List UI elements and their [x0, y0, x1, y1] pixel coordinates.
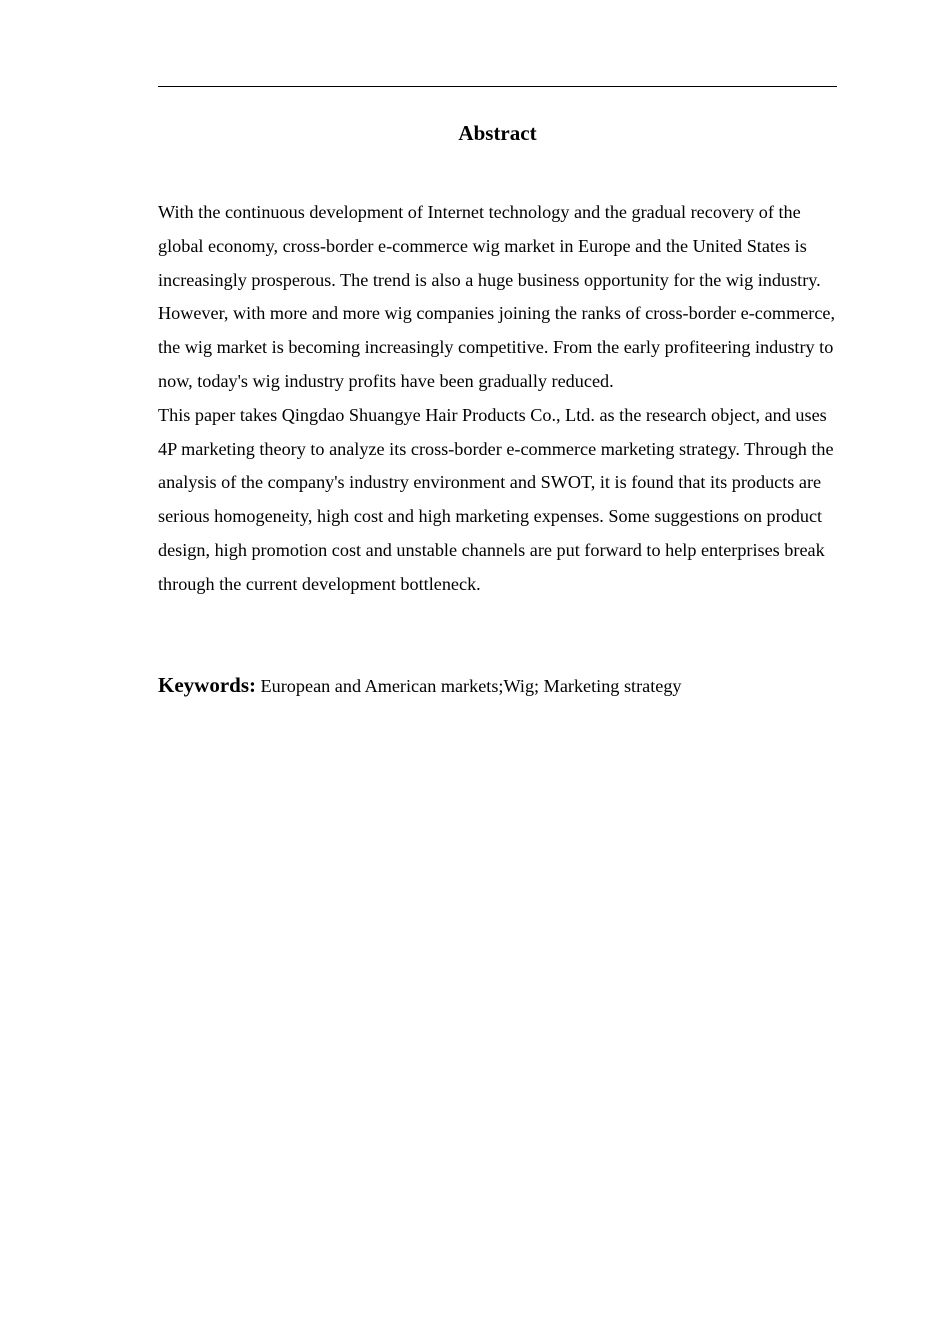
abstract-paragraph-2: This paper takes Qingdao Shuangye Hair Products Co., Ltd. as the research object, and uses 4P marketing theory to analyze its cross-border e-commerce marketing strategy. Through the analysis of the company's industry environment and SWOT, it is found that its products are serious homogeneity, high cost and high marketing expenses. Some suggestions on product design, high promotion cost and unstable channels are put forward to help enterprises break through the current development bottleneck.	[158, 404, 834, 594]
abstract-title: Abstract	[458, 121, 537, 145]
keywords-text: European and American markets;Wig; Marketing strategy	[260, 676, 682, 696]
abstract-paragraph-1: With the continuous development of Internet technology and the gradual recovery of the global economy, cross-border e-commerce wig market in Europe and the United States is increasingly prosperous. The trend is also a huge business opportunity for the wig industry. However, with more and more wig companies joining the ranks of cross-border e-commerce, the wig market is becoming increasingly competitive. From the early profiteering industry to now, today's wig industry profits have been gradually reduced.	[158, 202, 836, 391]
header-rule	[158, 86, 837, 87]
keywords-label: Keywords:	[158, 673, 256, 697]
keywords-line	[158, 668, 848, 703]
abstract-body	[158, 196, 840, 602]
